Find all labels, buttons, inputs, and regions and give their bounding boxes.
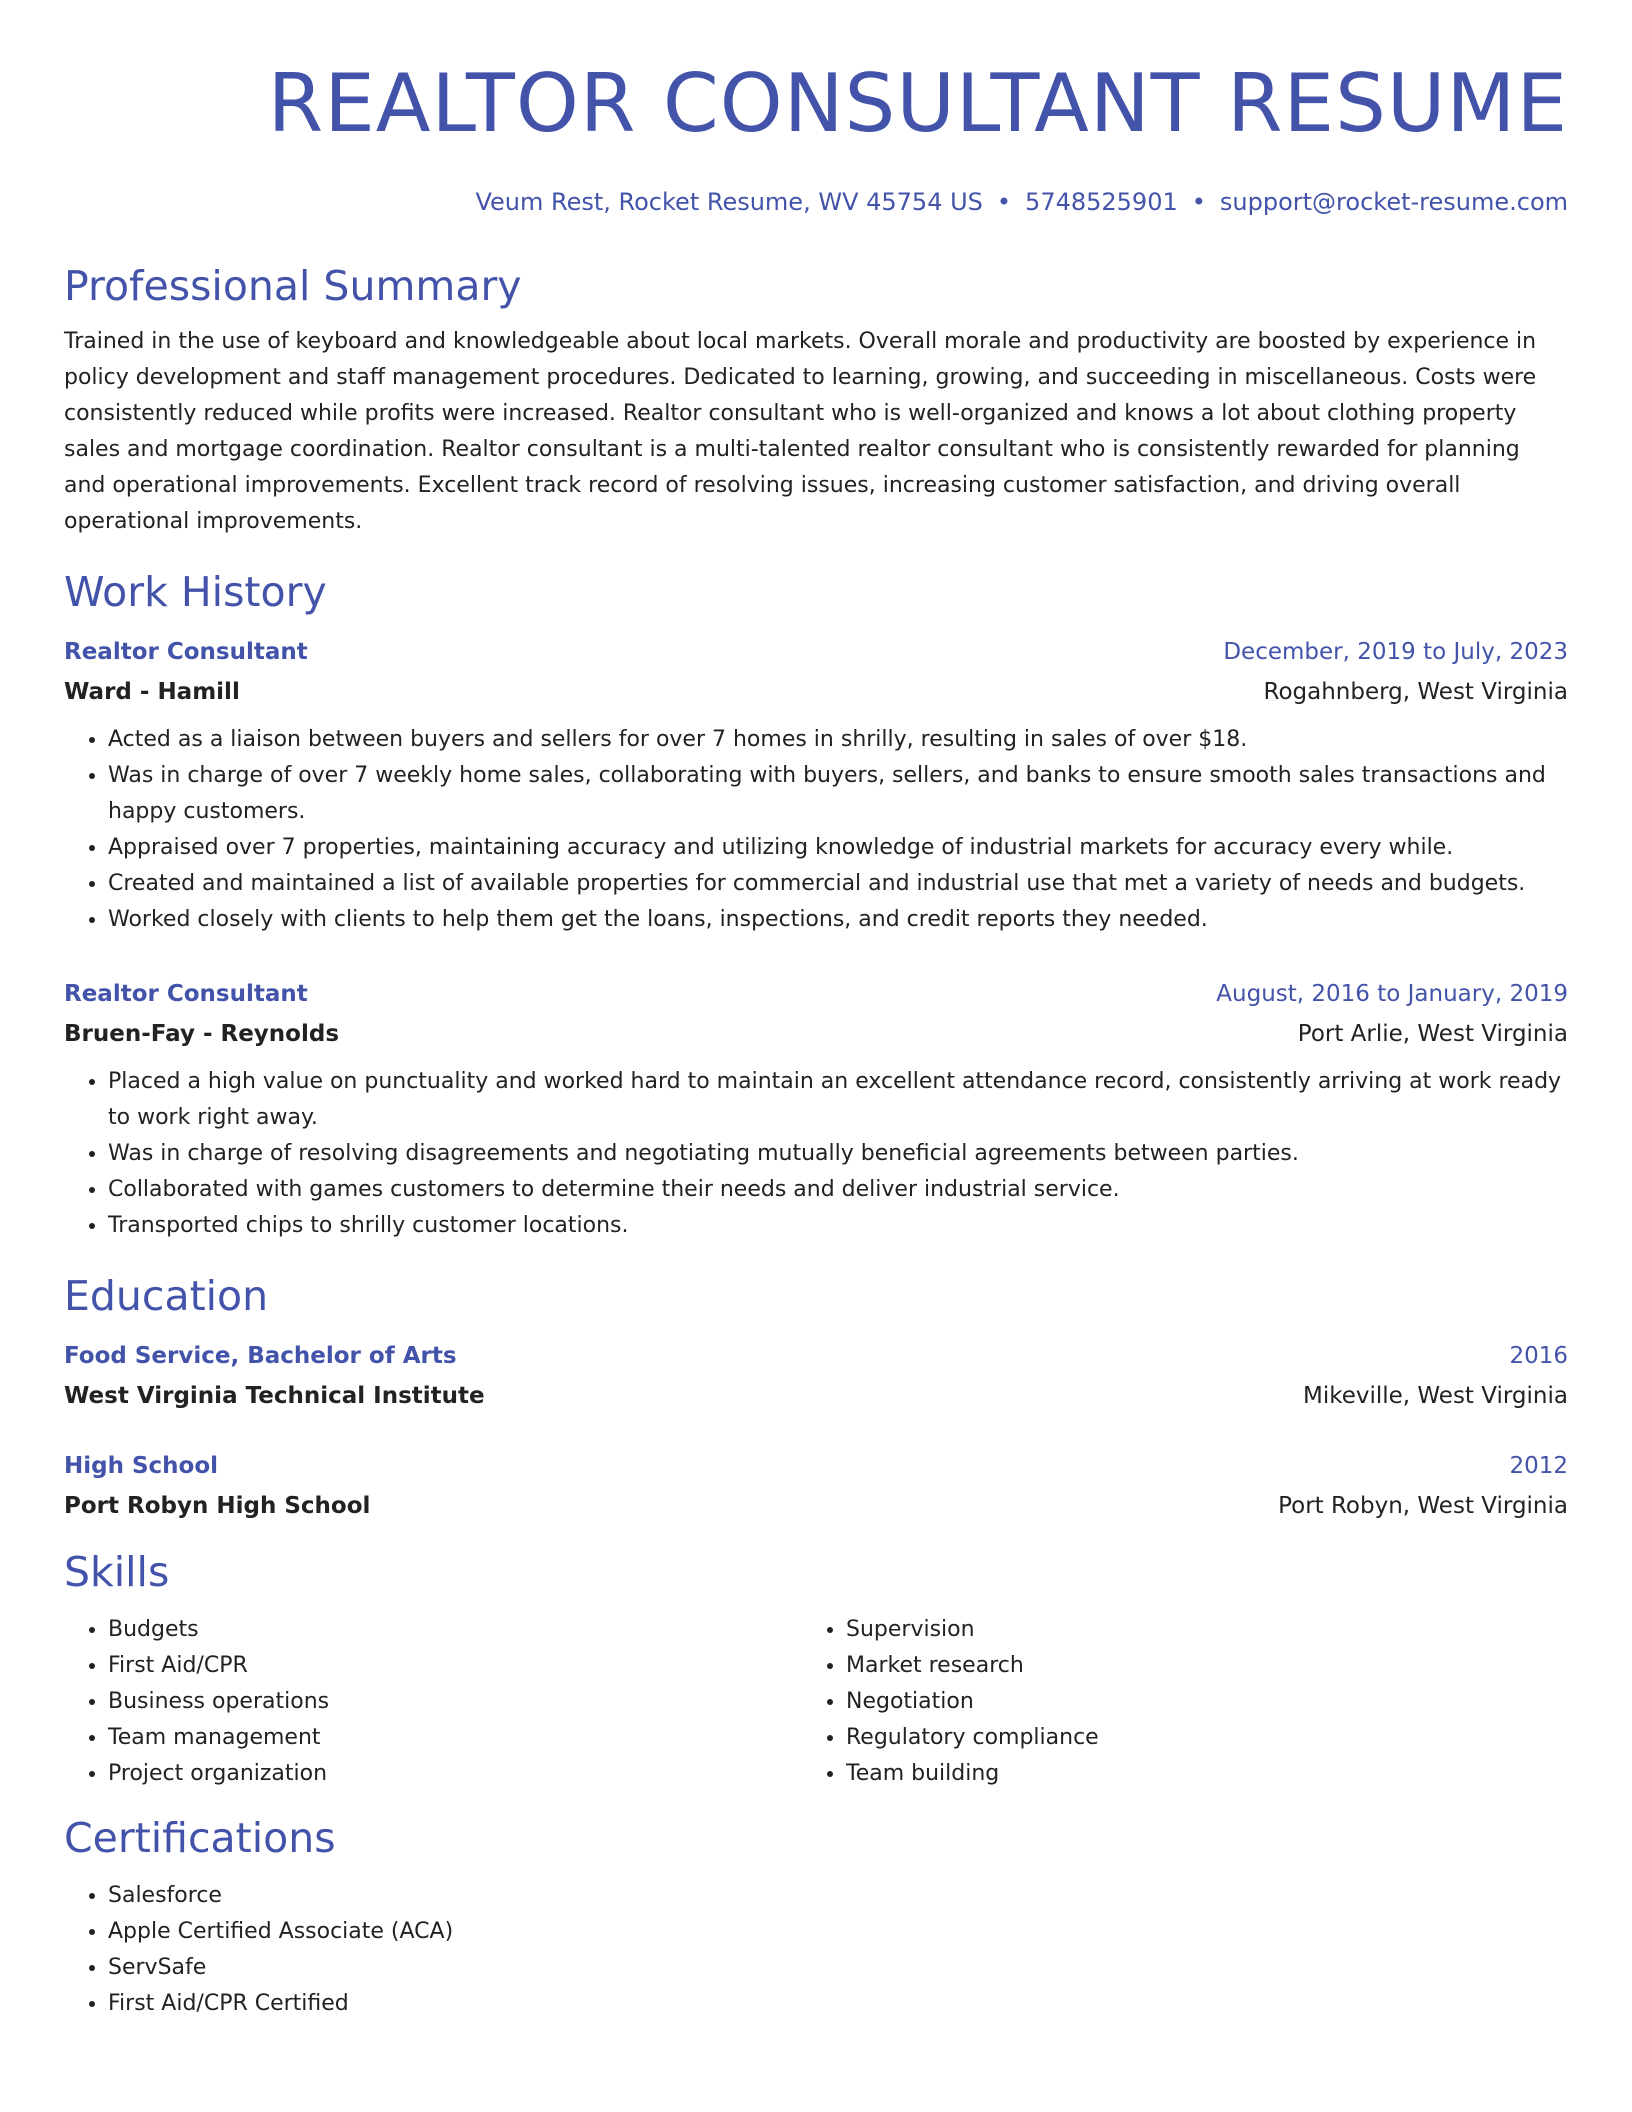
phone: 5748525901 [1025, 188, 1178, 216]
education-entry [64, 1340, 1568, 1412]
certification-item: • Salesforce [108, 1878, 1568, 1914]
job-company-row [64, 1018, 1568, 1050]
job-location: Rogahnberg, West Virginia [1263, 679, 1568, 705]
bullet-item: • Was in charge of resolving disagreements and negotiating mutually beneficial agreements between parties. [108, 1136, 1568, 1172]
job-header-row [64, 978, 1568, 1010]
bullet-item: • Collaborated with games customers to determine their needs and deliver industrial service. [108, 1172, 1568, 1208]
bullet-item: • Was in charge of over 7 weekly home sales, collaborating with buyers, sellers, and banks to ensure smooth sales transactions and happy customers. [108, 758, 1568, 830]
job-entry [64, 636, 1568, 938]
skill-item: • Negotiation [846, 1684, 1540, 1720]
job-company: Bruen-Fay - Reynolds [64, 1021, 340, 1047]
job-title: Realtor Consultant [64, 639, 308, 665]
education-heading: Education [64, 1272, 269, 1320]
skill-item: • Market research [846, 1648, 1540, 1684]
bullet-item: • Created and maintained a list of available properties for commercial and industrial use that met a variety of needs and budgets. [108, 866, 1568, 902]
skills-column-left [64, 1612, 802, 1792]
bullet-item: • Transported chips to shrilly customer locations. [108, 1208, 1568, 1244]
skill-item: • First Aid/CPR [108, 1648, 802, 1684]
certifications-section [64, 1878, 1568, 2022]
job-dates: December, 2019 to July, 2023 [1223, 639, 1568, 665]
job-company: Ward - Hamill [64, 679, 240, 705]
education-entry [64, 1450, 1568, 1522]
separator: • [1191, 188, 1206, 216]
job-bullets [64, 1064, 1568, 1244]
bullet-item: • Acted as a liaison between buyers and sellers for over 7 homes in shrilly, resulting in sales of over $18. [108, 722, 1568, 758]
graduation-year: 2016 [1509, 1343, 1568, 1369]
school-location: Port Robyn, West Virginia [1278, 1493, 1568, 1519]
contact-line [64, 186, 1568, 218]
education-school-row [64, 1490, 1568, 1522]
school-location: Mikeville, West Virginia [1302, 1383, 1568, 1409]
graduation-year: 2012 [1509, 1453, 1568, 1479]
education-header-row [64, 1340, 1568, 1372]
certifications-list [64, 1878, 1568, 2022]
job-title: Realtor Consultant [64, 981, 308, 1007]
job-company-row [64, 676, 1568, 708]
skill-item: • Team management [108, 1720, 802, 1756]
education-header-row [64, 1450, 1568, 1482]
degree: Food Service, Bachelor of Arts [64, 1343, 457, 1369]
education-school-row [64, 1380, 1568, 1412]
school-name: West Virginia Technical Institute [64, 1383, 485, 1409]
bullet-item: • Appraised over 7 properties, maintaining accuracy and utilizing knowledge of industrial markets for accuracy every while. [108, 830, 1568, 866]
job-dates: August, 2016 to January, 2019 [1216, 981, 1568, 1007]
skills-grid [64, 1612, 1568, 1792]
certification-item: • ServSafe [108, 1950, 1568, 1986]
skill-item: • Team building [846, 1756, 1540, 1792]
skills-heading: Skills [64, 1548, 170, 1596]
work-history-heading: Work History [64, 568, 327, 616]
certification-item: • Apple Certified Associate (ACA) [108, 1914, 1568, 1950]
school-name: Port Robyn High School [64, 1493, 371, 1519]
bullet-item: • Worked closely with clients to help them get the loans, inspections, and credit reports they needed. [108, 902, 1568, 938]
email-link[interactable]: support@rocket-resume.com [1219, 188, 1568, 216]
job-entry [64, 978, 1568, 1244]
resume-title: REALTOR CONSULTANT RESUME [267, 57, 1568, 150]
job-bullets [64, 722, 1568, 938]
address: Veum Rest, Rocket Resume, WV 45754 US [475, 188, 983, 216]
certification-item: • First Aid/CPR Certified [108, 1986, 1568, 2022]
job-header-row [64, 636, 1568, 668]
certifications-heading: Certifications [64, 1814, 336, 1862]
skill-item: • Business operations [108, 1684, 802, 1720]
bullet-item: • Placed a high value on punctuality and worked hard to maintain an excellent attendance record, consistently arriving at work ready to work right away. [108, 1064, 1568, 1136]
skill-item: • Project organization [108, 1756, 802, 1792]
skills-list [64, 1612, 802, 1792]
skill-item: • Budgets [108, 1612, 802, 1648]
skill-item: • Supervision [846, 1612, 1540, 1648]
separator: • [996, 188, 1012, 216]
skills-column-right [802, 1612, 1540, 1792]
summary-heading: Professional Summary [64, 262, 522, 310]
skills-list [802, 1612, 1540, 1792]
summary-text: Trained in the use of keyboard and knowledgeable about local markets. Overall morale and productivity are boosted by experience in policy development and staff management procedures. Dedicated to learning, growing, and succeeding in miscellaneous. Costs were consistently reduced while profits were increased. Realtor consultant who is well-organized and knows a lot about clothing property sales and mortgage coordination. Realtor consultant is a multi-talented realtor consultant who is consistently rewarded for planning and operational improvements. Excellent track record of resolving issues, increasing customer satisfaction, and driving overall operational improvements. [64, 329, 1537, 534]
skill-item: • Regulatory compliance [846, 1720, 1540, 1756]
degree: High School [64, 1453, 219, 1479]
job-location: Port Arlie, West Virginia [1297, 1021, 1568, 1047]
